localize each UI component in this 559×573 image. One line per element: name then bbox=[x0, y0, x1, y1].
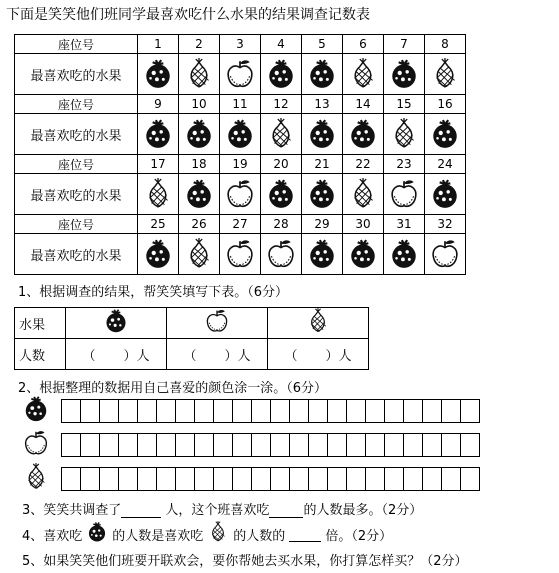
seat-number: 19 bbox=[220, 155, 261, 174]
dark-fruit-icon bbox=[142, 115, 174, 150]
seat-number: 20 bbox=[261, 155, 302, 174]
grid-cell[interactable] bbox=[213, 399, 233, 423]
seat-number: 25 bbox=[138, 215, 179, 234]
seat-label: 座位号 bbox=[15, 155, 138, 174]
grid-cell[interactable] bbox=[232, 399, 252, 423]
dark-fruit-icon bbox=[388, 235, 420, 270]
grid-cell[interactable] bbox=[384, 433, 404, 457]
dark-fruit-icon bbox=[388, 55, 420, 90]
grid-cell[interactable] bbox=[289, 467, 309, 491]
seat-number: 15 bbox=[384, 95, 425, 114]
fruit-cell bbox=[343, 234, 384, 275]
grid-cell[interactable] bbox=[61, 467, 81, 491]
dark-fruit-icon bbox=[103, 308, 129, 334]
seat-number: 31 bbox=[384, 215, 425, 234]
seat-row bbox=[15, 95, 466, 114]
seat-number: 4 bbox=[261, 35, 302, 54]
question-3: 3、笑笑共调查了 人，这个班喜欢吃 的人数最多。（2分） bbox=[22, 503, 423, 518]
color-grid-row bbox=[14, 466, 480, 492]
dark-fruit-icon bbox=[347, 115, 379, 150]
grid-cell[interactable] bbox=[308, 399, 328, 423]
grid-cell[interactable] bbox=[175, 467, 195, 491]
grid-cell[interactable] bbox=[270, 467, 290, 491]
apple-icon bbox=[224, 175, 256, 210]
fruit-cell bbox=[384, 114, 425, 155]
seat-number: 29 bbox=[302, 215, 343, 234]
question-2: 2、根据整理的数据用自己喜爱的颜色涂一涂。（6分） bbox=[18, 381, 328, 396]
fruit-cell bbox=[384, 234, 425, 275]
seat-number: 17 bbox=[138, 155, 179, 174]
fruit-cell bbox=[179, 114, 220, 155]
open-paren: （ bbox=[284, 348, 298, 364]
fruit-cell bbox=[261, 54, 302, 95]
survey-table bbox=[14, 34, 466, 275]
fruit-cell bbox=[302, 174, 343, 215]
fruit-cell bbox=[220, 114, 261, 155]
fruit-cell bbox=[425, 54, 466, 95]
dark-fruit-icon bbox=[306, 115, 338, 150]
dark-fruit-icon bbox=[86, 521, 108, 547]
fruit-cell bbox=[179, 234, 220, 275]
pineapple-icon bbox=[265, 115, 297, 150]
apple-icon bbox=[265, 235, 297, 270]
close-text: ）人 bbox=[123, 348, 150, 364]
seat-label: 座位号 bbox=[15, 215, 138, 234]
dark-fruit-icon bbox=[183, 175, 215, 210]
apple-icon bbox=[22, 429, 50, 461]
grid-cell[interactable] bbox=[194, 467, 214, 491]
summary-table bbox=[14, 307, 369, 370]
pineapple-icon bbox=[347, 175, 379, 210]
grid-cell[interactable] bbox=[213, 433, 233, 457]
grid-cell[interactable] bbox=[403, 399, 423, 423]
seat-number: 14 bbox=[343, 95, 384, 114]
fruit-label: 最喜欢吃的水果 bbox=[15, 114, 138, 155]
answer-blank-total[interactable] bbox=[121, 503, 161, 518]
grid-cell[interactable] bbox=[232, 467, 252, 491]
question-1: 1、根据调查的结果，帮笑笑填写下表。（6分） bbox=[18, 285, 289, 300]
fruit-cell bbox=[425, 174, 466, 215]
seat-number: 28 bbox=[261, 215, 302, 234]
summary-fruit-row bbox=[15, 308, 369, 339]
dark-fruit-icon bbox=[306, 55, 338, 90]
close-text: ）人 bbox=[224, 348, 251, 364]
grid-cell[interactable] bbox=[251, 467, 271, 491]
grid-cell[interactable] bbox=[137, 433, 157, 457]
seat-number: 2 bbox=[179, 35, 220, 54]
seat-number: 3 bbox=[220, 35, 261, 54]
seat-number: 13 bbox=[302, 95, 343, 114]
grid-cell[interactable] bbox=[80, 467, 100, 491]
fruit-label: 最喜欢吃的水果 bbox=[15, 54, 138, 95]
dark-fruit-icon bbox=[306, 175, 338, 210]
pineapple-icon bbox=[183, 235, 215, 270]
fruit-cell bbox=[343, 54, 384, 95]
fruit-cell bbox=[384, 54, 425, 95]
count-blank-dark-fruit[interactable] bbox=[66, 339, 167, 370]
grid-cell[interactable] bbox=[251, 399, 271, 423]
dark-fruit-icon bbox=[183, 115, 215, 150]
fruit-cell bbox=[261, 114, 302, 155]
grid-cell[interactable] bbox=[118, 433, 138, 457]
seat-number: 9 bbox=[138, 95, 179, 114]
fruit-cell bbox=[425, 234, 466, 275]
seat-number: 30 bbox=[343, 215, 384, 234]
answer-blank-most[interactable] bbox=[269, 503, 303, 518]
grid-cell[interactable] bbox=[327, 399, 347, 423]
fruit-label: 最喜欢吃的水果 bbox=[15, 174, 138, 215]
seat-row bbox=[15, 215, 466, 234]
fruit-cell bbox=[220, 234, 261, 275]
open-paren: （ bbox=[82, 348, 96, 364]
grid-cell[interactable] bbox=[80, 399, 100, 423]
count-blank-apple[interactable] bbox=[167, 339, 268, 370]
apple-icon bbox=[224, 55, 256, 90]
fruit-cell bbox=[343, 114, 384, 155]
grid-cell[interactable] bbox=[403, 467, 423, 491]
grid-cell[interactable] bbox=[156, 433, 176, 457]
fruit-cell bbox=[179, 174, 220, 215]
question-4: 4、喜欢吃 的人数是喜欢吃 的人数的 倍。（2分） bbox=[22, 521, 392, 547]
grid-cell[interactable] bbox=[422, 399, 442, 423]
fruit-cell bbox=[261, 174, 302, 215]
grid-cell[interactable] bbox=[175, 433, 195, 457]
grid-cell[interactable] bbox=[156, 467, 176, 491]
seat-number: 10 bbox=[179, 95, 220, 114]
grid-cell[interactable] bbox=[251, 433, 271, 457]
grid-cell[interactable] bbox=[422, 467, 442, 491]
summary-count-row bbox=[15, 339, 369, 370]
grid-cell[interactable] bbox=[460, 467, 480, 491]
grid-cell[interactable] bbox=[384, 467, 404, 491]
grid-cell[interactable] bbox=[327, 467, 347, 491]
open-paren: （ bbox=[183, 348, 197, 364]
fruit-cell bbox=[302, 234, 343, 275]
seat-number: 18 bbox=[179, 155, 220, 174]
dark-fruit-icon bbox=[265, 175, 297, 210]
fruit-label: 最喜欢吃的水果 bbox=[15, 234, 138, 275]
color-grid-row bbox=[14, 398, 480, 424]
fruit-cell bbox=[343, 174, 384, 215]
grid-cell[interactable] bbox=[80, 433, 100, 457]
pineapple-icon bbox=[347, 55, 379, 90]
count-blank-pineapple[interactable] bbox=[268, 339, 369, 370]
color-grid-row bbox=[14, 432, 480, 458]
dark-fruit-icon bbox=[306, 235, 338, 270]
answer-blank-times[interactable] bbox=[289, 527, 321, 542]
apple-icon bbox=[388, 175, 420, 210]
fruit-cell bbox=[302, 54, 343, 95]
page-title: 下面是笑笑他们班同学最喜欢吃什么水果的结果调查记数表 bbox=[6, 7, 370, 23]
seat-number: 24 bbox=[425, 155, 466, 174]
apple-icon bbox=[224, 235, 256, 270]
seat-number: 12 bbox=[261, 95, 302, 114]
grid-cell[interactable] bbox=[422, 433, 442, 457]
grid-cell[interactable] bbox=[118, 399, 138, 423]
fruit-row bbox=[15, 234, 466, 275]
dark-fruit-icon bbox=[224, 115, 256, 150]
fruit-cell bbox=[138, 234, 179, 275]
grid-cell[interactable] bbox=[118, 467, 138, 491]
summary-count-label: 人数 bbox=[15, 339, 66, 370]
grid-cell[interactable] bbox=[365, 399, 385, 423]
seat-number: 6 bbox=[343, 35, 384, 54]
grid-cell[interactable] bbox=[308, 433, 328, 457]
pineapple-icon bbox=[429, 55, 461, 90]
grid-cell[interactable] bbox=[289, 399, 309, 423]
fruit-row bbox=[15, 54, 466, 95]
grid-cell[interactable] bbox=[175, 399, 195, 423]
grid-cell[interactable] bbox=[365, 467, 385, 491]
grid-cell[interactable] bbox=[441, 433, 461, 457]
grid-cell[interactable] bbox=[308, 467, 328, 491]
fruit-cell bbox=[261, 234, 302, 275]
apple-icon bbox=[429, 235, 461, 270]
grid-cell[interactable] bbox=[289, 433, 309, 457]
fruit-cell bbox=[138, 54, 179, 95]
pineapple-icon bbox=[142, 175, 174, 210]
dark-fruit-icon bbox=[142, 55, 174, 90]
seat-number: 8 bbox=[425, 35, 466, 54]
grid-cell[interactable] bbox=[232, 433, 252, 457]
seat-label: 座位号 bbox=[15, 95, 138, 114]
seat-number: 26 bbox=[179, 215, 220, 234]
pineapple-icon bbox=[305, 308, 331, 334]
close-text: ）人 bbox=[325, 348, 352, 364]
fruit-row bbox=[15, 174, 466, 215]
grid-cell[interactable] bbox=[460, 399, 480, 423]
seat-number: 1 bbox=[138, 35, 179, 54]
seat-number: 27 bbox=[220, 215, 261, 234]
seat-number: 23 bbox=[384, 155, 425, 174]
seat-row bbox=[15, 155, 466, 174]
fruit-cell bbox=[179, 54, 220, 95]
fruit-cell bbox=[302, 114, 343, 155]
dark-fruit-icon bbox=[22, 395, 50, 427]
grid-cell[interactable] bbox=[270, 399, 290, 423]
seat-number: 22 bbox=[343, 155, 384, 174]
dark-fruit-icon bbox=[429, 175, 461, 210]
fruit-cell bbox=[384, 174, 425, 215]
fruit-cell bbox=[138, 114, 179, 155]
seat-number: 16 bbox=[425, 95, 466, 114]
grid-cell[interactable] bbox=[137, 467, 157, 491]
seat-number: 7 bbox=[384, 35, 425, 54]
grid-cell[interactable] bbox=[384, 399, 404, 423]
dark-fruit-icon bbox=[265, 55, 297, 90]
grid-cell[interactable] bbox=[327, 433, 347, 457]
grid-cell[interactable] bbox=[61, 433, 81, 457]
summary-fruit-label: 水果 bbox=[15, 308, 66, 339]
grid-cell[interactable] bbox=[156, 399, 176, 423]
grid-cell[interactable] bbox=[346, 433, 366, 457]
grid-cell[interactable] bbox=[403, 433, 423, 457]
seat-row bbox=[15, 35, 466, 54]
grid-cell[interactable] bbox=[460, 433, 480, 457]
grid-cell[interactable] bbox=[441, 467, 461, 491]
fruit-cell bbox=[425, 114, 466, 155]
dark-fruit-icon bbox=[429, 115, 461, 150]
dark-fruit-icon bbox=[142, 235, 174, 270]
grid-cell[interactable] bbox=[346, 467, 366, 491]
grid-cell[interactable] bbox=[99, 399, 119, 423]
seat-number: 11 bbox=[220, 95, 261, 114]
grid-cell[interactable] bbox=[194, 399, 214, 423]
pineapple-icon bbox=[207, 521, 229, 547]
grid-cell[interactable] bbox=[213, 467, 233, 491]
dark-fruit-icon bbox=[347, 235, 379, 270]
grid-cell[interactable] bbox=[194, 433, 214, 457]
grid-cell[interactable] bbox=[270, 433, 290, 457]
fruit-cell bbox=[220, 174, 261, 215]
seat-number: 5 bbox=[302, 35, 343, 54]
grid-cell[interactable] bbox=[365, 433, 385, 457]
fruit-row bbox=[15, 114, 466, 155]
apple-icon bbox=[204, 308, 230, 334]
pineapple-icon bbox=[183, 55, 215, 90]
fruit-cell bbox=[138, 174, 179, 215]
question-5: 5、如果笑笑他们班要开联欢会，要你帮她去买水果，你打算怎样买？（2分） bbox=[22, 554, 468, 569]
grid-cell[interactable] bbox=[99, 433, 119, 457]
grid-cell[interactable] bbox=[137, 399, 157, 423]
grid-cell[interactable] bbox=[61, 399, 81, 423]
seat-number: 32 bbox=[425, 215, 466, 234]
grid-cell[interactable] bbox=[99, 467, 119, 491]
seat-number: 21 bbox=[302, 155, 343, 174]
seat-label: 座位号 bbox=[15, 35, 138, 54]
pineapple-icon bbox=[22, 463, 50, 495]
grid-cell[interactable] bbox=[346, 399, 366, 423]
grid-cell[interactable] bbox=[441, 399, 461, 423]
pineapple-icon bbox=[388, 115, 420, 150]
fruit-cell bbox=[220, 54, 261, 95]
